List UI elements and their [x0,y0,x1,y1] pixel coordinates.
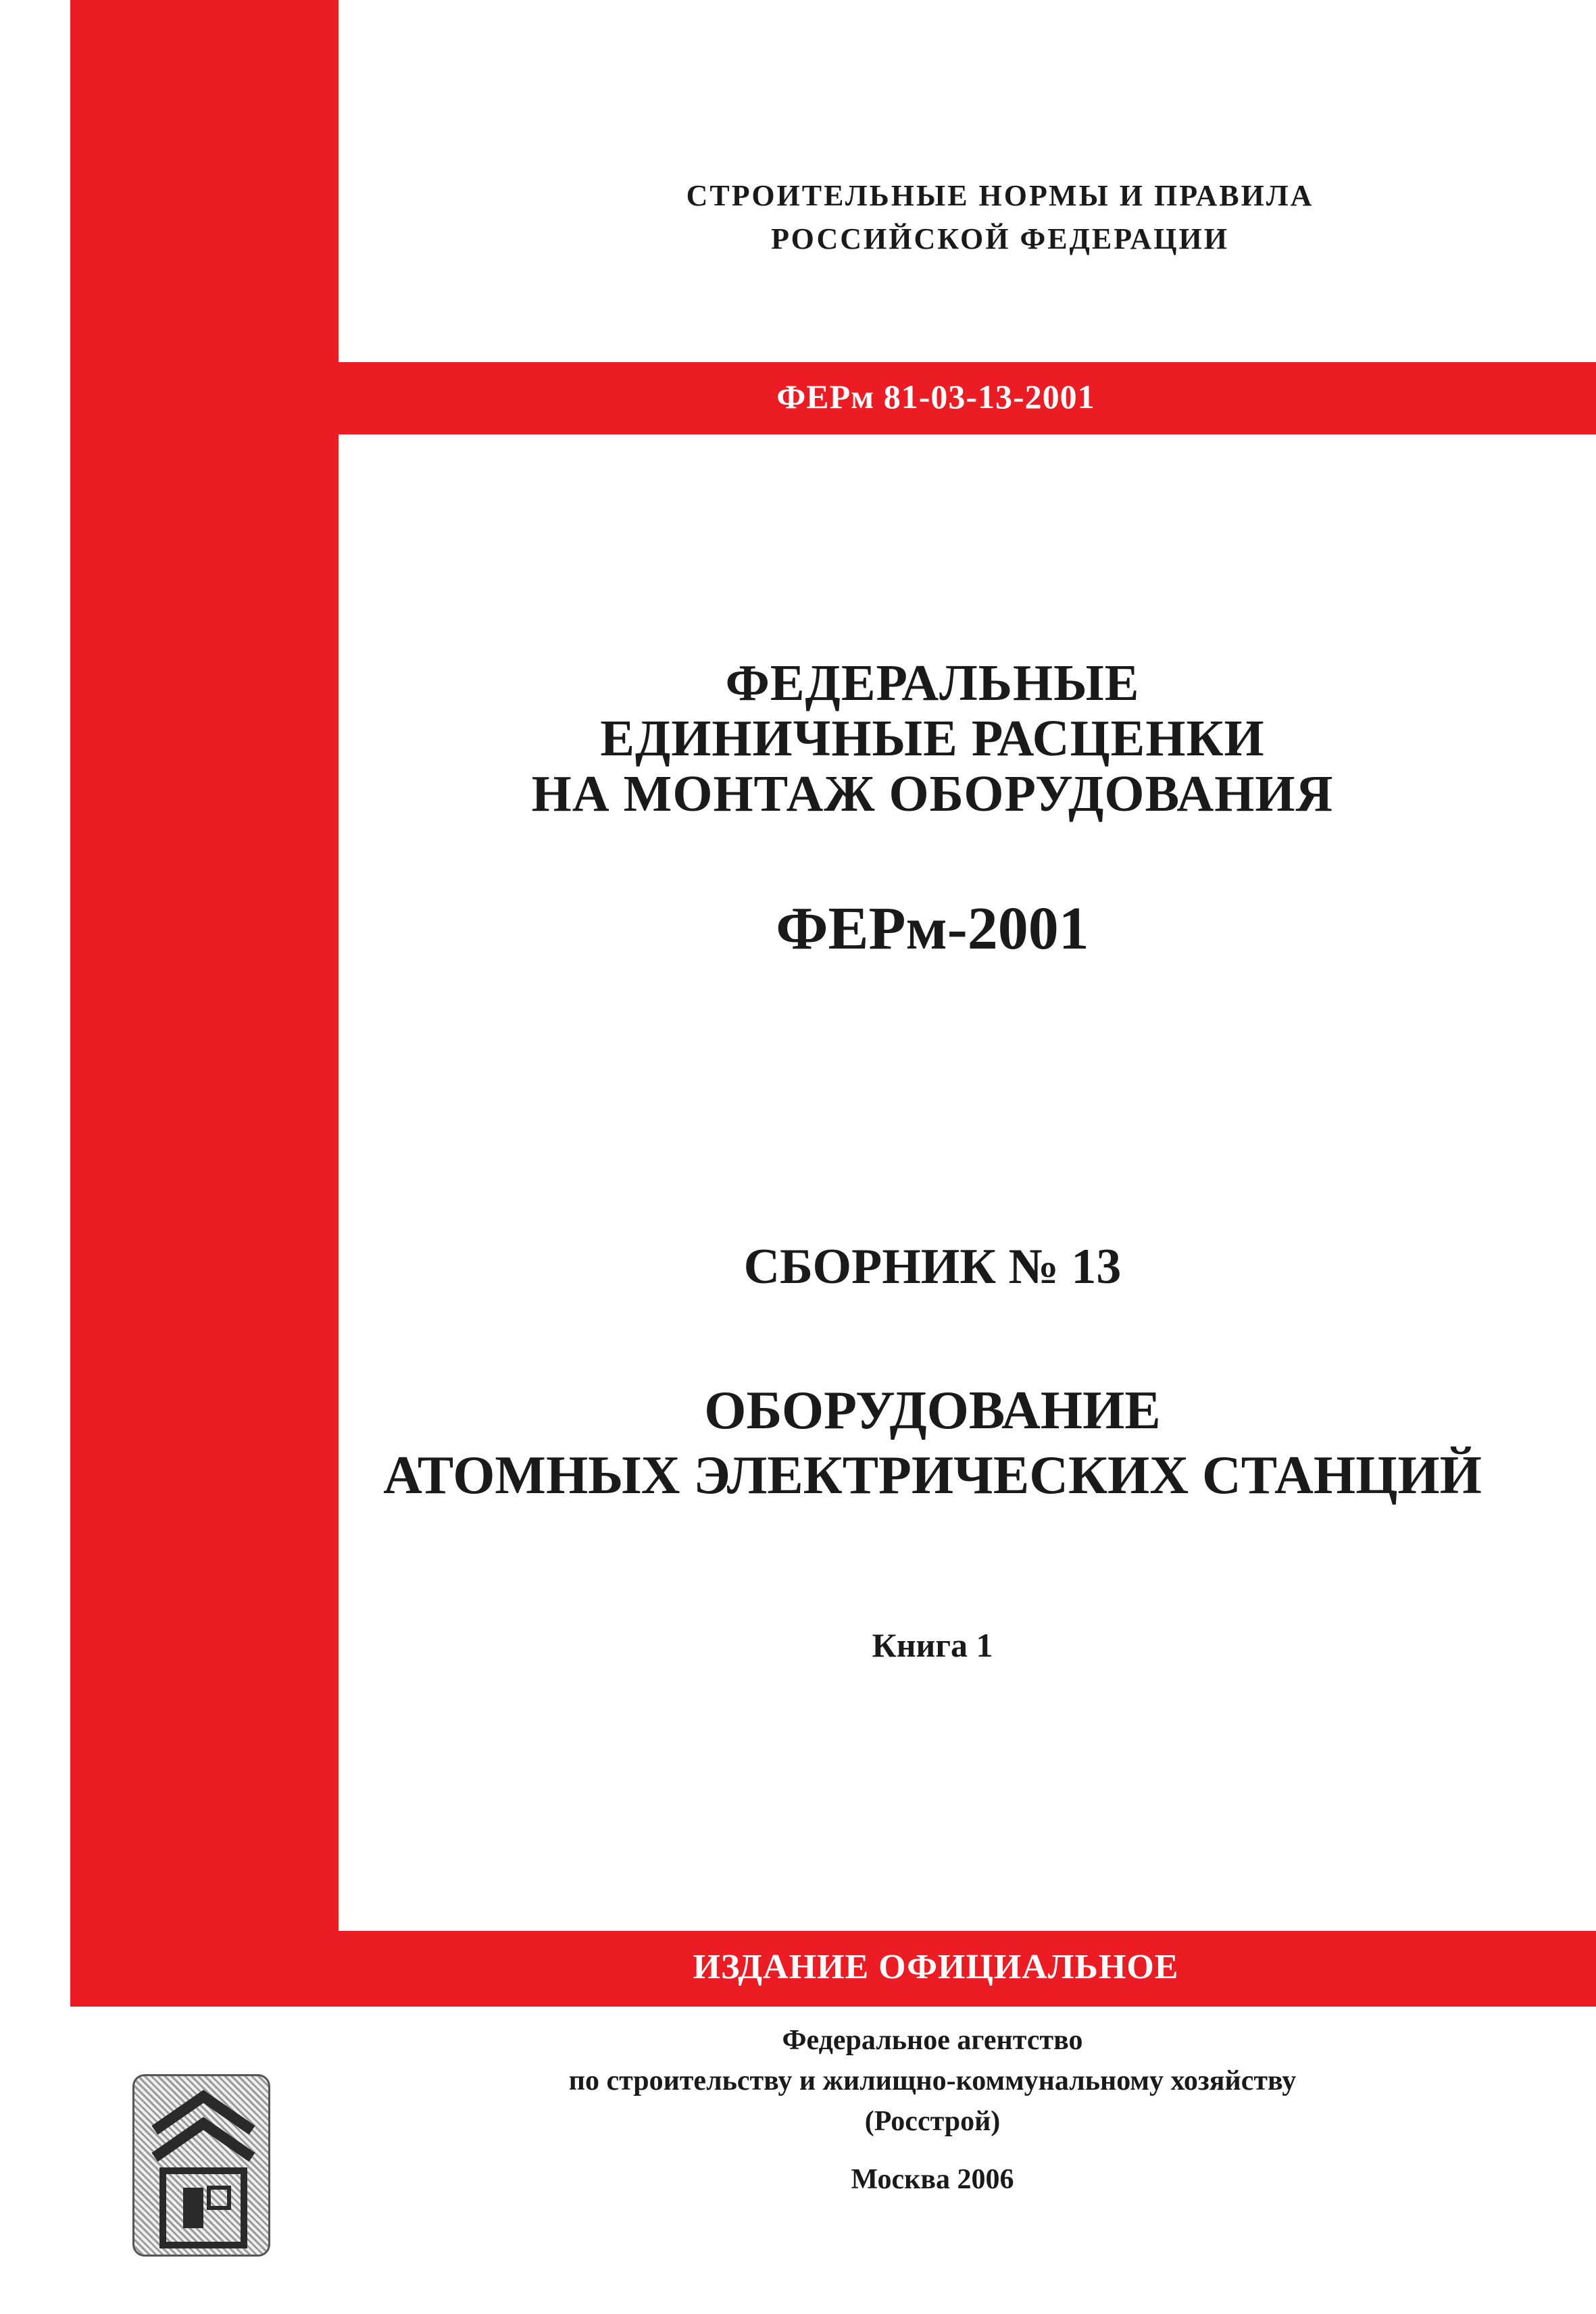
document-code: ФЕРм 81-03-13-2001 [776,378,1095,416]
publisher-line3: (Росстрой) [864,2106,1001,2137]
hologram-icon [132,2074,270,2257]
main-title-line2: ЕДИНИЧНЫЕ РАСЦЕНКИ [600,710,1265,767]
series-header [541,174,1460,261]
main-title-line3: НА МОНТАЖ ОБОРУДОВАНИЯ [531,765,1334,822]
house-chevron-hologram-icon [134,2076,270,2257]
main-title-line1: ФЕДЕРАЛЬНЫЕ [725,655,1140,711]
collection-number: СБОРНИК № 13 [743,1239,1122,1294]
book-number: Книга 1 [872,1626,993,1664]
series-header-line2: РОССИЙСКОЙ ФЕДЕРАЦИИ [771,222,1229,255]
collection-title-line2: АТОМНЫХ ЭЛЕКТРИЧЕСКИХ СТАНЦИЙ [383,1446,1482,1505]
publisher-block [473,2020,1392,2200]
official-edition-label: ИЗДАНИЕ ОФИЦИАЛЬНОЕ [693,1948,1179,1986]
collection-title-line1: ОБОРУДОВАНИЕ [704,1381,1161,1440]
series-header-line1: СТРОИТЕЛЬНЫЕ НОРМЫ И ПРАВИЛА [686,179,1314,212]
main-code: ФЕРм-2001 [776,895,1089,962]
left-red-strip [70,0,339,1932]
collection-title [338,1378,1527,1508]
publisher-city-year: Москва 2006 [851,2164,1014,2195]
main-title [405,655,1460,822]
publisher-line2: по строительству и жилищно-коммунальному хозяйству [568,2065,1297,2096]
publisher-line1: Федеральное агентство [782,2025,1083,2056]
